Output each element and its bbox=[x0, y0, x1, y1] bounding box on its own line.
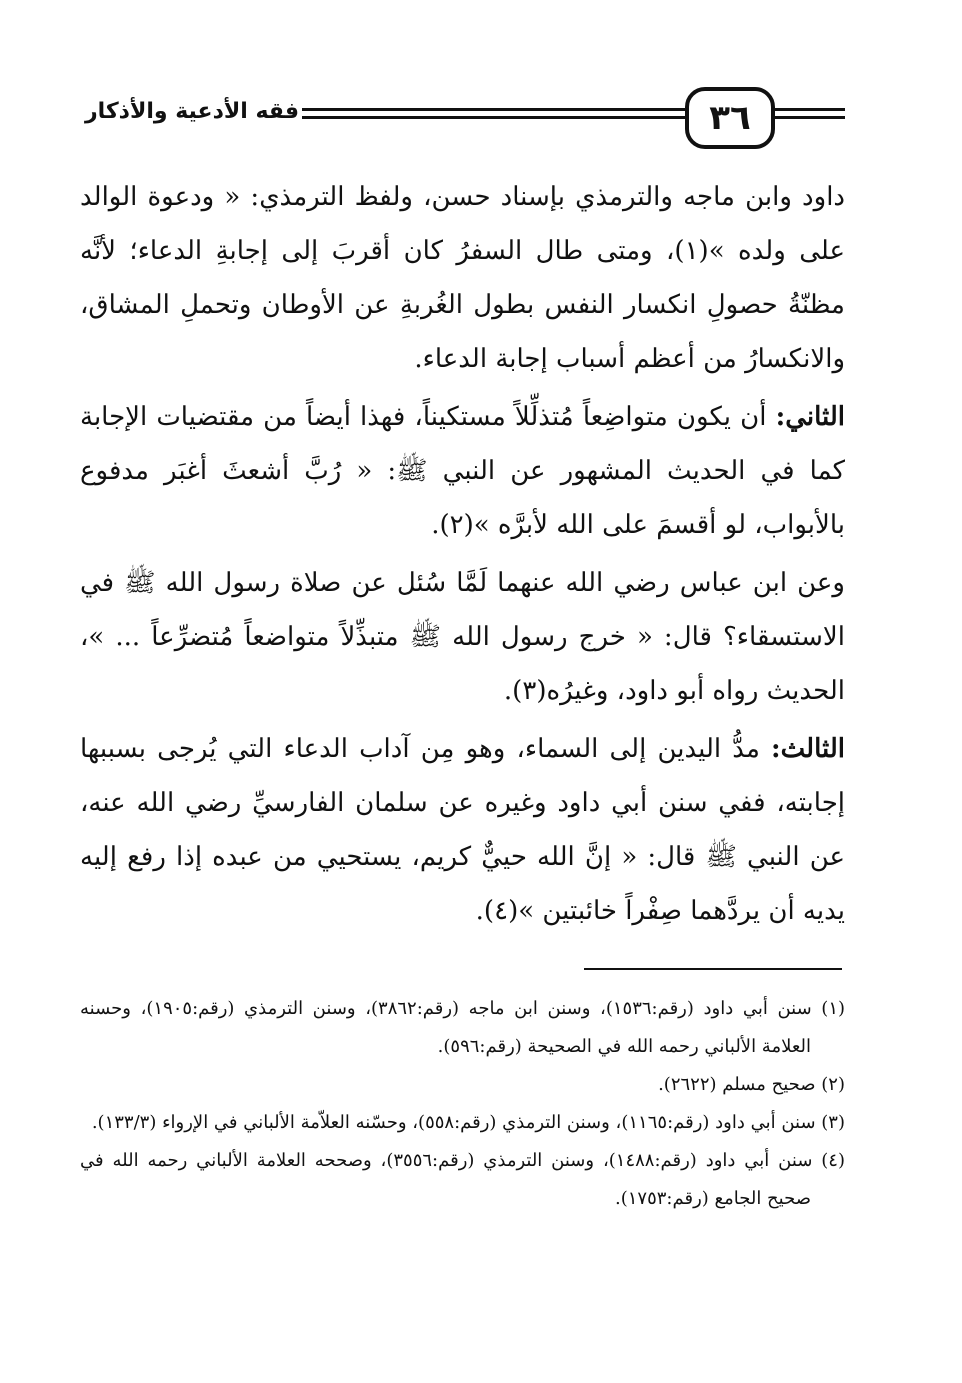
paragraph bbox=[80, 722, 845, 938]
footnote: (٤) سنن أبي داود (رقم:١٤٨٨)، وسنن الترمذي (رقم:٣٥٥٦)، وصححه العلامة الألباني رحمه الله في صحيح الجامع (رقم:١٧٥٣). bbox=[80, 1150, 845, 1209]
main-text bbox=[80, 170, 845, 938]
paragraph-text: وعن ابن عباس رضي الله عنهما لَمَّا سُئل عن صلاة رسول الله ﷺ في الاستسقاء؟ قال: « خرج رسول الله ﷺ متبذِّلاً متواضعاً مُتضرِّعاً ... »، الحديث رواه أبو داود، وغيرُه(٣). bbox=[80, 568, 845, 706]
footnotes bbox=[80, 990, 845, 1218]
book-title: فقه الأدعية والأذكار bbox=[84, 99, 300, 124]
footnote: (١) سنن أبي داود (رقم:١٥٣٦)، وسنن ابن ماجه (رقم:٣٨٦٢)، وسنن الترمذي (رقم:١٩٠٥)، وحسنه العلامة الألباني رحمه الله في الصحيحة (رقم:٥٩٦). bbox=[80, 998, 846, 1057]
footnote-divider bbox=[584, 968, 842, 970]
paragraph-text: مدُّ اليدين إلى السماء، وهو مِن آداب الدعاء التي يُرجى بسببها إجابته، ففي سنن أبي داود وغيره عن سلمان الفارسيِّ رضي الله عنه، عن النبي ﷺ قال: « إنَّ الله حييٌّ كريم، يستحيي من عبده إذا رفع إليه يديه أن يردَّهما صِفْراً خائبتين »(٤). bbox=[80, 734, 845, 926]
header-rule bbox=[773, 108, 845, 111]
page-header bbox=[80, 85, 845, 145]
header-rule bbox=[773, 116, 845, 119]
header-rule bbox=[302, 108, 685, 111]
paragraph bbox=[80, 170, 845, 386]
paragraph-lead: الثاني: bbox=[775, 402, 846, 432]
paragraph bbox=[80, 390, 845, 552]
paragraph-lead: الثالث: bbox=[771, 734, 845, 764]
header-rule bbox=[302, 116, 685, 119]
footnote: (٣) سنن أبي داود (رقم:١١٦٥)، وسنن الترمذي (رقم:٥٥٨)، وحسّنه العلاّمة الألباني في الإرواء (١٣٣/٣). bbox=[91, 1112, 845, 1133]
page-number: ٣٦ bbox=[685, 87, 775, 149]
paragraph-text: داود وابن ماجه والترمذي بإسناد حسن، ولفظ الترمذي: « ودعوة الوالد على ولده »(١)، ومتى طال السفرُ كان أقربَ إلى إجابةِ الدعاء؛ لأنَّه مظنّةُ حصولِ انكسار النفس بطول الغُربةِ عن الأوطان وتحملِ المشاق، والانكسارُ من أعظم أسباب إجابة الدعاء. bbox=[80, 182, 846, 374]
paragraph-text: أن يكون متواضِعاً مُتذلِّلاً مستكيناً، فهذا أيضاً من مقتضيات الإجابة كما في الحديث المشهور عن النبي ﷺ: « رُبَّ أشعثَ أغبَر مدفوع بالأبواب، لو أقسمَ على الله لأبرَّه »(٢). bbox=[80, 402, 845, 540]
paragraph bbox=[80, 556, 845, 718]
footnote: (٢) صحيح مسلم (٢٦٢٢). bbox=[658, 1074, 845, 1095]
